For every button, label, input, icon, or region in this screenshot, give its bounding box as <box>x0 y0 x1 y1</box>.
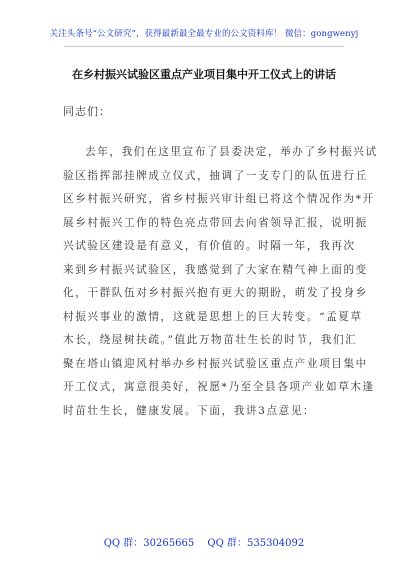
body-line: 验区指挥部挂牌成立仪式，抽调了一支专门的队伍进行丘 <box>63 169 368 182</box>
body-line: 木长，绕屋树扶疏。”值此万物苗壮生长的时节，我们汇 <box>63 334 358 346</box>
body-line: 时苗壮生长，健康发展。下面，我讲3点意见： <box>63 404 316 417</box>
body-line: 展乡村振兴工作的特色亮点带回去向省领导汇报，说明振 <box>63 216 368 229</box>
body-paragraph <box>63 145 378 427</box>
header-promo-note: 关注头条号“公文研究”，获得最新最全最专业的公文资料库！ 微信：gongwenyj <box>49 29 359 39</box>
document-title: 在乡村振兴试验区重点产业项目集中开工仪式上的讲话 <box>72 68 336 81</box>
body-line: 兴试验区建设是有意义，有价值的。时隔一年，我再次 <box>63 240 356 252</box>
footer-contact <box>40 534 368 549</box>
body-line: 村振兴事业的激情，这就是思想上的巨大转变。“孟夏草 <box>63 310 363 323</box>
body-line: 开工仪式，寓意很美好，祝愿*乃至全县各项产业如草木逢 <box>63 381 375 393</box>
body-line: 去年，我们在这里宣布了县委决定，举办了乡村振兴试 <box>85 146 378 158</box>
body-line: 化，干群队伍对乡村振兴抱有更大的期盼，萌发了投身乡 <box>63 287 368 299</box>
body-line: 聚在塔山镇迎风村举办乡村振兴试验区重点产业项目集中 <box>63 357 368 370</box>
header-divider <box>64 46 344 47</box>
body-line: 区乡村振兴研究，省乡村振兴审计组已将这个情况作为*开 <box>63 193 375 205</box>
body-line: 来到乡村振兴试验区，我感觉到了大家在精气神上面的变 <box>63 263 368 276</box>
footer-qq-group-1: QQ 群：30265665 <box>103 538 195 549</box>
footer-qq-group-2: QQ 群：535304092 <box>207 538 305 549</box>
salutation: 同志们： <box>63 105 111 118</box>
